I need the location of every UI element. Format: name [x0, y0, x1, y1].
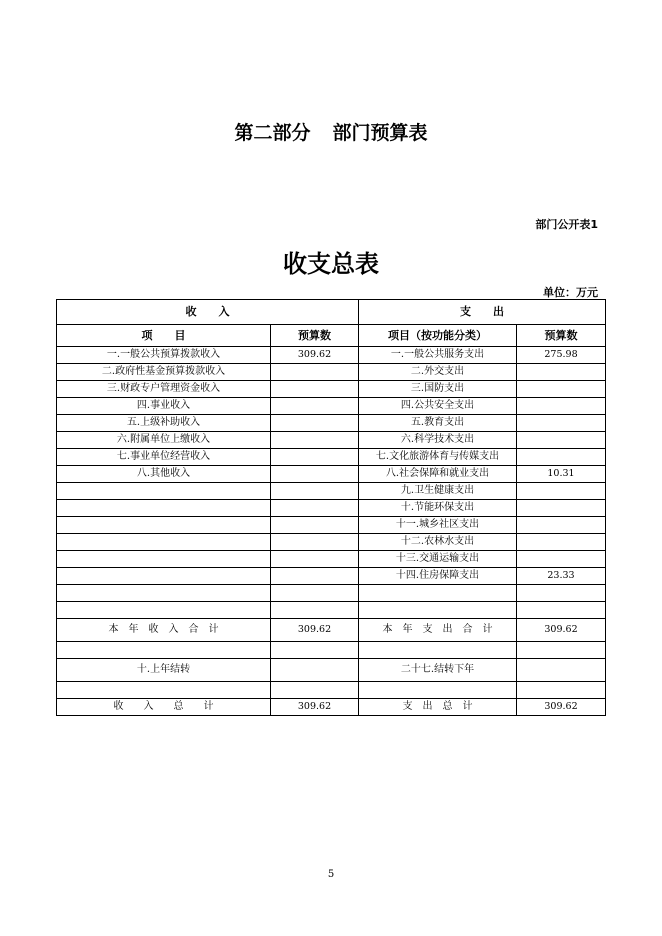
item-header: 项 目 [57, 325, 271, 347]
table-row [57, 500, 606, 517]
income-value-cell [271, 398, 359, 415]
income-value-cell [271, 585, 359, 602]
expense-value-cell [517, 551, 606, 568]
expense-item-cell: 五.教育支出 [359, 415, 517, 432]
income-item-cell: 一.一般公共预算拨款收入 [57, 347, 271, 364]
income-value-cell [271, 449, 359, 466]
header-row-2 [57, 325, 606, 347]
income-item-cell: 三.财政专户管理资金收入 [57, 381, 271, 398]
expense-item-cell: 十.节能环保支出 [359, 500, 517, 517]
income-item-cell: 本 年 收 入 合 计 [57, 619, 271, 642]
income-item-cell [57, 568, 271, 585]
expense-value-cell [517, 517, 606, 534]
expense-item-cell: 十一.城乡社区支出 [359, 517, 517, 534]
expense-item-cell: 十四.住房保障支出 [359, 568, 517, 585]
income-value-cell: 309.62 [271, 699, 359, 716]
expense-item-cell: 七.文化旅游体育与传媒支出 [359, 449, 517, 466]
income-value-cell [271, 602, 359, 619]
expense-item-cell: 二十七.结转下年 [359, 659, 517, 682]
income-item-cell [57, 483, 271, 500]
budget-header-2: 预算数 [517, 325, 606, 347]
part-name: 部门预算表 [332, 122, 428, 144]
budget-table [56, 299, 606, 716]
expense-item-cell: 十二.农林水支出 [359, 534, 517, 551]
expense-value-cell [517, 659, 606, 682]
income-value-cell [271, 517, 359, 534]
table-row [57, 449, 606, 466]
expense-item-cell: 十三.交通运输支出 [359, 551, 517, 568]
income-value-cell: 309.62 [271, 619, 359, 642]
expense-value-cell [517, 585, 606, 602]
income-value-cell [271, 551, 359, 568]
table-row [57, 619, 606, 642]
expense-value-cell [517, 602, 606, 619]
expense-item-cell [359, 682, 517, 699]
income-item-cell: 八.其他收入 [57, 466, 271, 483]
expense-value-cell: 309.62 [517, 619, 606, 642]
page-number: 5 [327, 869, 335, 880]
expense-item-cell: 四.公共安全支出 [359, 398, 517, 415]
expense-item-cell [359, 585, 517, 602]
income-item-cell: 四.事业收入 [57, 398, 271, 415]
expense-value-cell [517, 415, 606, 432]
expense-item-cell: 一.一般公共服务支出 [359, 347, 517, 364]
income-item-cell [57, 517, 271, 534]
expense-value-cell [517, 642, 606, 659]
income-value-cell [271, 466, 359, 483]
page-title: 收支总表 [283, 250, 379, 278]
expense-value-cell [517, 534, 606, 551]
expense-value-cell [517, 500, 606, 517]
income-item-cell: 十.上年结转 [57, 659, 271, 682]
table-row [57, 347, 606, 364]
table-row [57, 585, 606, 602]
expense-value-cell [517, 432, 606, 449]
expense-value-cell [517, 398, 606, 415]
expense-item-cell [359, 602, 517, 619]
expense-item-cell: 支 出 总 计 [359, 699, 517, 716]
income-item-cell [57, 585, 271, 602]
income-item-cell [57, 602, 271, 619]
income-item-cell: 五.上级补助收入 [57, 415, 271, 432]
table-row [57, 364, 606, 381]
table-row [57, 699, 606, 716]
expense-value-cell [517, 449, 606, 466]
income-item-cell: 收 入 总 计 [57, 699, 271, 716]
income-item-cell: 二.政府性基金预算拨款收入 [57, 364, 271, 381]
table-row [57, 642, 606, 659]
income-item-cell [57, 534, 271, 551]
expense-item-cell: 本 年 支 出 合 计 [359, 619, 517, 642]
income-value-cell [271, 432, 359, 449]
income-item-cell [57, 682, 271, 699]
table-row [57, 568, 606, 585]
income-item-cell [57, 642, 271, 659]
table-row [57, 483, 606, 500]
table-row [57, 398, 606, 415]
income-value-cell [271, 381, 359, 398]
table-row [57, 551, 606, 568]
part-title [0, 118, 662, 145]
expense-item-cell: 二.外交支出 [359, 364, 517, 381]
table-row [57, 602, 606, 619]
table-row [57, 432, 606, 449]
expense-item-cell [359, 642, 517, 659]
income-value-cell [271, 364, 359, 381]
expense-value-cell: 309.62 [517, 699, 606, 716]
expense-item-cell: 八.社会保障和就业支出 [359, 466, 517, 483]
expense-value-cell: 275.98 [517, 347, 606, 364]
income-header: 收 入 [57, 300, 359, 325]
item-func-header: 项目（按功能分类） [359, 325, 517, 347]
expense-item-cell: 六.科学技术支出 [359, 432, 517, 449]
unit-label: 单位：万元 [543, 286, 598, 299]
expense-value-cell: 10.31 [517, 466, 606, 483]
table-row [57, 381, 606, 398]
income-value-cell [271, 500, 359, 517]
income-value-cell [271, 659, 359, 682]
table-row [57, 517, 606, 534]
income-item-cell [57, 551, 271, 568]
table-row [57, 659, 606, 682]
income-value-cell: 309.62 [271, 347, 359, 364]
income-value-cell [271, 568, 359, 585]
income-item-cell: 六.附属单位上缴收入 [57, 432, 271, 449]
header-row-1 [57, 300, 606, 325]
expense-item-cell: 三.国防支出 [359, 381, 517, 398]
expense-value-cell [517, 483, 606, 500]
income-value-cell [271, 483, 359, 500]
income-value-cell [271, 642, 359, 659]
expense-value-cell [517, 381, 606, 398]
income-item-cell: 七.事业单位经营收入 [57, 449, 271, 466]
income-item-cell [57, 500, 271, 517]
table-row [57, 682, 606, 699]
table-row [57, 534, 606, 551]
income-value-cell [271, 534, 359, 551]
expense-value-cell: 23.33 [517, 568, 606, 585]
expense-value-cell [517, 682, 606, 699]
form-number: 部门公开表1 [535, 218, 598, 231]
expense-value-cell [517, 364, 606, 381]
table-row [57, 466, 606, 483]
income-value-cell [271, 682, 359, 699]
table-row [57, 415, 606, 432]
expense-item-cell: 九.卫生健康支出 [359, 483, 517, 500]
income-value-cell [271, 415, 359, 432]
budget-header: 预算数 [271, 325, 359, 347]
expense-header: 支 出 [359, 300, 606, 325]
part-label: 第二部分 [234, 122, 311, 144]
